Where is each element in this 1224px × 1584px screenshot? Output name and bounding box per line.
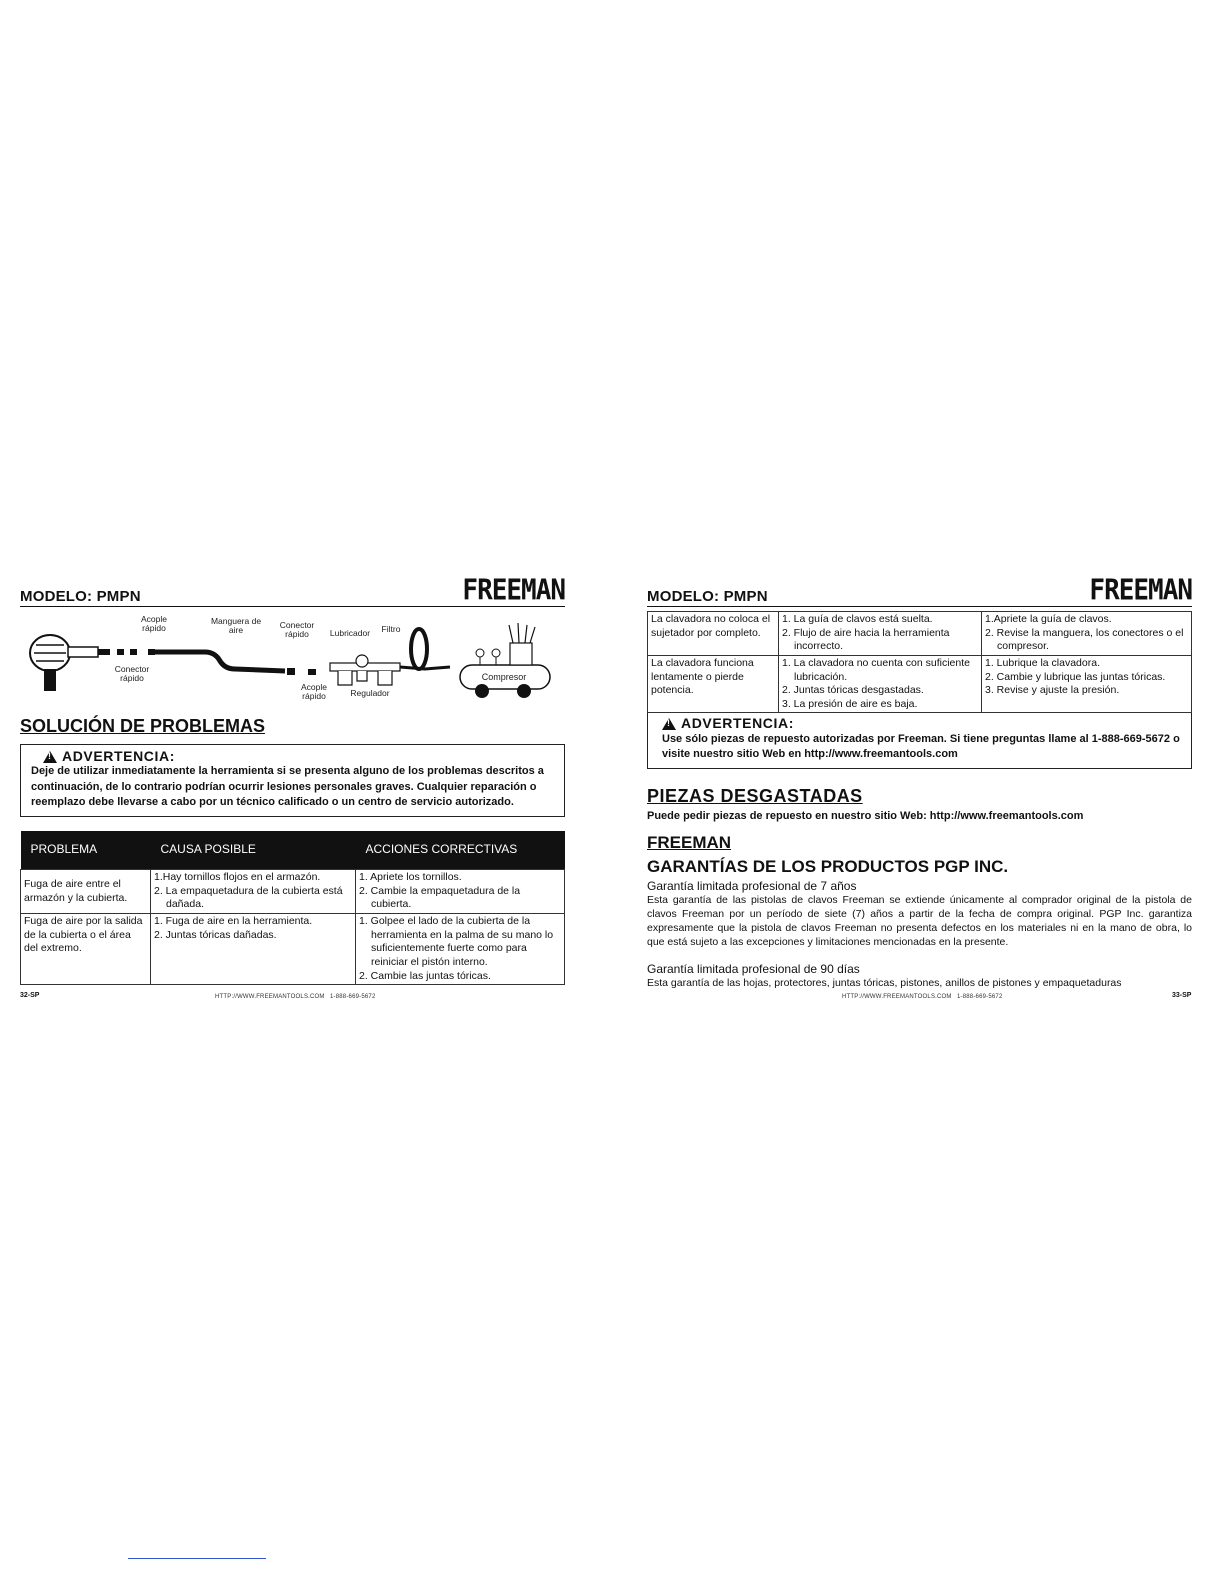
actions-cell bbox=[356, 914, 565, 985]
cause-item: 2. Juntas tóricas desgastadas. bbox=[782, 684, 924, 697]
model-label: MODELO: PMPN bbox=[20, 588, 141, 605]
action-item: 2. Cambie y lubrique las juntas tóricas. bbox=[985, 670, 1166, 683]
warning-box bbox=[20, 744, 565, 817]
warranty-title: GARANTÍAS DE LOS PRODUCTOS PGP INC. bbox=[647, 856, 1009, 876]
troubleshooting-table bbox=[20, 831, 565, 986]
page-number-right: 33-SP bbox=[1172, 992, 1192, 999]
worn-parts-title: PIEZAS DESGASTADAS bbox=[647, 785, 863, 806]
label-acople-rapido-2: Acople rápido bbox=[301, 682, 327, 701]
table-row bbox=[21, 870, 565, 914]
action-item: 1. Lubrique la clavadora. bbox=[985, 656, 1100, 669]
footer-url-right[interactable]: HTTP://WWW.FREEMANTOOLS.COM bbox=[842, 994, 952, 1000]
worn-parts-text: Puede pedir piezas de repuesto en nuestro sitio Web: http://www.freemantools.com bbox=[647, 809, 1084, 822]
link-underline bbox=[128, 1558, 266, 1559]
action-item: 2. Cambie las juntas tóricas. bbox=[359, 969, 491, 982]
warranty-90-text: Esta garantía de las hojas, protectores, juntas tóricas, pistones, anillos de pistones y empaquetaduras bbox=[647, 977, 1122, 990]
air-system-diagram bbox=[20, 613, 565, 705]
warning-box bbox=[647, 713, 1192, 768]
col-acciones: ACCIONES CORRECTIVAS bbox=[356, 831, 565, 870]
problem-cell: La clavadora no coloca el sujetador por completo. bbox=[648, 612, 779, 656]
table-row bbox=[648, 655, 1192, 713]
cause-item: 2. Flujo de aire hacia la herramienta incorrecto. bbox=[782, 626, 950, 653]
action-item: 2. Revise la manguera, los conectores o el compresor. bbox=[985, 626, 1184, 653]
table-row bbox=[648, 612, 1192, 656]
right-page bbox=[647, 576, 1192, 991]
warning-title-text: ADVERTENCIA: bbox=[681, 715, 794, 732]
action-item: 1. Apriete los tornillos. bbox=[359, 871, 462, 884]
warning-icon bbox=[43, 751, 57, 763]
action-item: 2. Cambie la empaquetadura de la cubierta. bbox=[359, 884, 521, 911]
label-conector-rapido-2: Conector rápido bbox=[114, 664, 150, 683]
action-item: 1. Golpee el lado de la cubierta de la herramienta en la palma de su mano lo suficientemente fuerte como para reiniciar el pistón interno. bbox=[359, 915, 554, 968]
footer-phone-right: 1-888-669-5672 bbox=[957, 994, 1003, 1000]
left-page bbox=[20, 576, 565, 985]
problem-cell: Fuga de aire entre el armazón y la cubierta. bbox=[21, 870, 151, 914]
table-header-row bbox=[21, 831, 565, 870]
cause-item: 1. Fuga de aire en la herramienta. bbox=[154, 915, 313, 928]
action-item: 3. Revise y ajuste la presión. bbox=[985, 684, 1120, 697]
footer-url-left[interactable]: HTTP://WWW.FREEMANTOOLS.COM bbox=[215, 994, 325, 1000]
warranty-7-title: Garantía limitada profesional de 7 años bbox=[647, 878, 857, 893]
label-lubricador: Lubricador bbox=[329, 628, 371, 638]
warning-text: Use sólo piezas de repuesto autorizadas por Freeman. Si tiene preguntas llame al 1-888-669-5672 o visite nuestro sitio Web en http://www.freemantools.com bbox=[662, 732, 1180, 761]
left-header bbox=[20, 576, 565, 607]
problem-cell: La clavadora funciona lentamente o pierde potencia. bbox=[648, 655, 779, 713]
cause-item: 1.Hay tornillos flojos en el armazón. bbox=[154, 871, 321, 884]
label-manguera: Manguera de aire bbox=[210, 616, 262, 635]
col-causa: CAUSA POSIBLE bbox=[151, 831, 356, 870]
freeman-logo: FREEMAN bbox=[462, 574, 565, 608]
causes-cell bbox=[151, 914, 356, 985]
label-filtro: Filtro bbox=[381, 624, 401, 634]
causes-cell bbox=[779, 612, 982, 656]
model-label: MODELO: PMPN bbox=[647, 588, 768, 605]
warning-icon bbox=[662, 718, 676, 730]
col-problema: PROBLEMA bbox=[21, 831, 151, 870]
warning-text: Deje de utilizar inmediatamente la herramienta si se presenta alguno de los problemas descritos a continuación, de lo contrario podrían ocurrir lesiones personales graves. Cualquier reparación o reemplazo debe llevarse a cabo por un técnico calificado o un centro de servicio autorizado. bbox=[31, 765, 544, 809]
troubleshooting-table-cont bbox=[647, 611, 1192, 713]
cause-item: 1. La clavadora no cuenta con suficiente lubricación. bbox=[782, 656, 970, 683]
warranty-90-title: Garantía limitada profesional de 90 días bbox=[647, 962, 860, 977]
section-title: SOLUCIÓN DE PROBLEMAS bbox=[20, 716, 266, 736]
actions-cell bbox=[356, 870, 565, 914]
cause-item: 2. La empaquetadura de la cubierta está dañada. bbox=[154, 884, 343, 911]
warning-title bbox=[662, 716, 1183, 731]
right-header bbox=[647, 576, 1192, 607]
label-compresor: Compresor bbox=[481, 672, 527, 682]
label-regulador: Regulador bbox=[350, 688, 390, 698]
cause-item: 1. La guía de clavos está suelta. bbox=[782, 613, 933, 625]
freeman-title: FREEMAN bbox=[647, 832, 732, 852]
warranty-7-text: Esta garantía de las pistolas de clavos Freeman se extiende únicamente al comprador original de la pistola de clavos Freeman por un período de siete (7) años a partir de la fecha de compra original. PGP Inc. garantiza expresamente que la pistola de clavos Freeman no presenta defectos en los materiales ni en la mano de obra, lo que está sujeto a las excepciones y limitaciones mencionadas en la presente. bbox=[647, 893, 1192, 949]
causes-cell bbox=[779, 655, 982, 713]
cause-item: 2. Juntas tóricas dañadas. bbox=[154, 928, 277, 941]
warning-title-text: ADVERTENCIA: bbox=[62, 748, 175, 764]
actions-cell bbox=[982, 612, 1192, 656]
table-row bbox=[21, 914, 565, 985]
footer-phone-left: 1-888-669-5672 bbox=[330, 994, 376, 1000]
label-acople-rapido: Acople rápido bbox=[141, 614, 167, 633]
warning-title bbox=[43, 749, 556, 764]
cause-item: 3. La presión de aire es baja. bbox=[782, 697, 918, 710]
problem-cell: Fuga de aire por la salida de la cubierta o el área del extremo. bbox=[21, 914, 151, 985]
actions-cell bbox=[982, 655, 1192, 713]
action-item: 1.Apriete la guía de clavos. bbox=[985, 613, 1112, 625]
page-number-left: 32-SP bbox=[20, 992, 40, 999]
causes-cell bbox=[151, 870, 356, 914]
freeman-logo: FREEMAN bbox=[1089, 574, 1192, 608]
label-conector-rapido: Conector rápido bbox=[279, 620, 315, 639]
